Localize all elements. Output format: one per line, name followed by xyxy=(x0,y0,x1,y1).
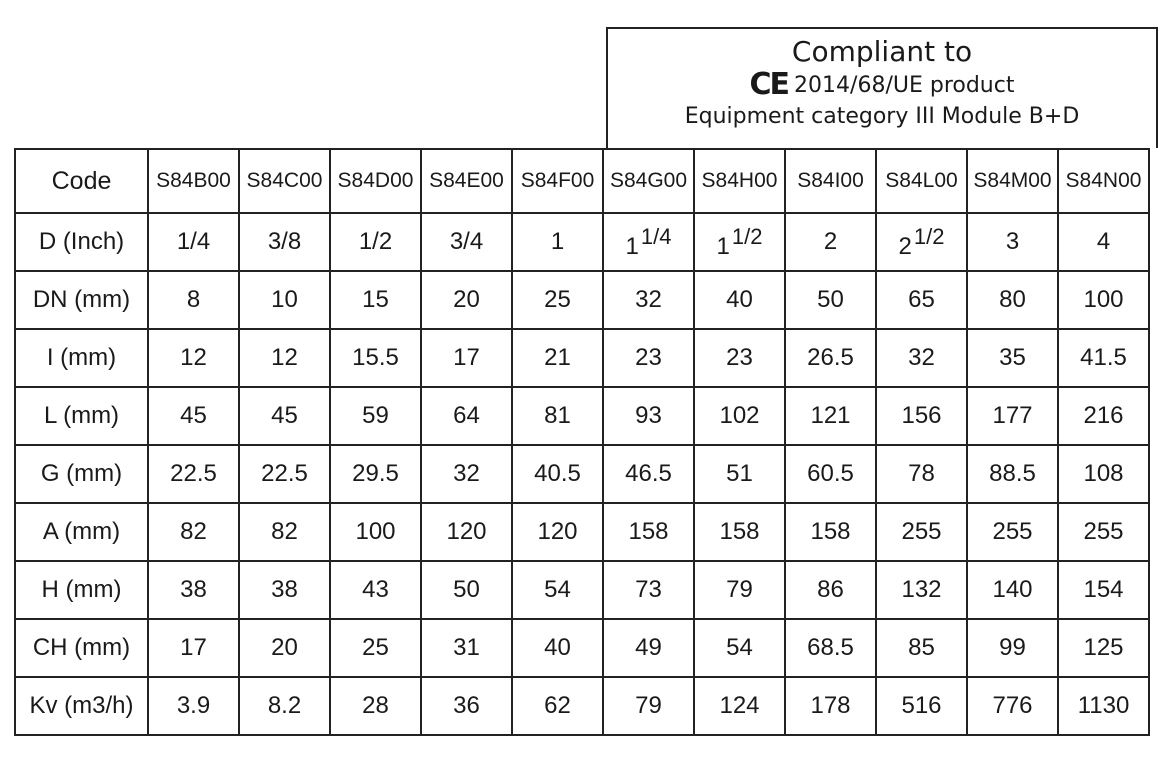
table-cell: 124 xyxy=(694,677,785,735)
table-cell: 82 xyxy=(148,503,239,561)
compliance-title: Compliant to xyxy=(791,35,973,68)
table-cell: 12 xyxy=(148,329,239,387)
table-cell: 80 xyxy=(967,271,1058,329)
table-cell: 120 xyxy=(421,503,512,561)
table-cell: 102 xyxy=(694,387,785,445)
table-cell: 59 xyxy=(330,387,421,445)
table-cell: 516 xyxy=(876,677,967,735)
table-cell: 79 xyxy=(694,561,785,619)
table-cell: S84H00 xyxy=(694,149,785,213)
directive-text: 2014/68/UE product xyxy=(794,73,1015,98)
table-cell: 50 xyxy=(421,561,512,619)
table-cell: 8 xyxy=(148,271,239,329)
cell-text: 2 xyxy=(823,228,838,255)
whole-part: 2 xyxy=(898,232,912,260)
equipment-category: Equipment category III Module B+D xyxy=(684,104,1080,129)
table-cell: 45 xyxy=(148,387,239,445)
table-cell: 51 xyxy=(694,445,785,503)
whole-part: 1 xyxy=(625,232,639,260)
table-cell: 64 xyxy=(421,387,512,445)
table-row xyxy=(15,213,1149,271)
row-label: D (Inch) xyxy=(15,213,148,271)
cell-text: 3/4 xyxy=(449,228,484,255)
table-cell: 46.5 xyxy=(603,445,694,503)
table-cell: 85 xyxy=(876,619,967,677)
table-cell: 62 xyxy=(512,677,603,735)
fraction-part: 1/4 xyxy=(640,223,672,249)
table-cell: 73 xyxy=(603,561,694,619)
table-cell: 15.5 xyxy=(330,329,421,387)
row-label: CH (mm) xyxy=(15,619,148,677)
table-cell: 32 xyxy=(421,445,512,503)
table-cell: 38 xyxy=(148,561,239,619)
table-cell: 15 xyxy=(330,271,421,329)
spec-table-body xyxy=(15,149,1149,735)
whole-part: 1 xyxy=(716,232,730,260)
table-cell: 68.5 xyxy=(785,619,876,677)
table-cell: 88.5 xyxy=(967,445,1058,503)
table-cell: 20 xyxy=(239,619,330,677)
table-cell: 255 xyxy=(876,503,967,561)
table-cell xyxy=(421,213,512,271)
table-cell: 99 xyxy=(967,619,1058,677)
table-cell: 40 xyxy=(694,271,785,329)
table-cell: 82 xyxy=(239,503,330,561)
table-cell: 31 xyxy=(421,619,512,677)
table-row xyxy=(15,561,1149,619)
table-cell: 26.5 xyxy=(785,329,876,387)
table-cell: 1130 xyxy=(1058,677,1149,735)
table-row xyxy=(15,149,1149,213)
row-label: A (mm) xyxy=(15,503,148,561)
table-cell: S84B00 xyxy=(148,149,239,213)
table-cell: 86 xyxy=(785,561,876,619)
table-cell: 45 xyxy=(239,387,330,445)
table-cell: 140 xyxy=(967,561,1058,619)
table-cell: 158 xyxy=(785,503,876,561)
table-cell: 25 xyxy=(330,619,421,677)
table-cell xyxy=(876,213,967,271)
table-cell: 32 xyxy=(603,271,694,329)
table-cell: S84M00 xyxy=(967,149,1058,213)
table-cell: S84E00 xyxy=(421,149,512,213)
compliance-directive xyxy=(608,67,1156,102)
table-cell: 38 xyxy=(239,561,330,619)
table-cell: 54 xyxy=(512,561,603,619)
table-cell: 23 xyxy=(603,329,694,387)
row-label: L (mm) xyxy=(15,387,148,445)
row-label: DN (mm) xyxy=(15,271,148,329)
table-cell xyxy=(1058,213,1149,271)
table-cell xyxy=(512,213,603,271)
table-cell: 65 xyxy=(876,271,967,329)
table-cell: 216 xyxy=(1058,387,1149,445)
spec-table xyxy=(14,148,1150,736)
table-cell: 255 xyxy=(967,503,1058,561)
cell-text: 1/4 xyxy=(176,228,211,255)
table-cell: 54 xyxy=(694,619,785,677)
table-cell: 156 xyxy=(876,387,967,445)
table-cell: 158 xyxy=(603,503,694,561)
table-cell: S84L00 xyxy=(876,149,967,213)
table-row xyxy=(15,329,1149,387)
table-cell xyxy=(148,213,239,271)
table-cell: 28 xyxy=(330,677,421,735)
ce-mark-icon: CE xyxy=(749,67,789,102)
table-cell: 12 xyxy=(239,329,330,387)
cell-text: 1/2 xyxy=(358,228,393,255)
table-cell: 49 xyxy=(603,619,694,677)
table-cell: 776 xyxy=(967,677,1058,735)
fraction-part: 1/2 xyxy=(913,223,945,249)
table-cell: 120 xyxy=(512,503,603,561)
compliance-box xyxy=(606,27,1158,148)
table-cell: 36 xyxy=(421,677,512,735)
table-cell: 3.9 xyxy=(148,677,239,735)
table-cell: 79 xyxy=(603,677,694,735)
table-row xyxy=(15,503,1149,561)
table-cell: 17 xyxy=(148,619,239,677)
table-cell: S84F00 xyxy=(512,149,603,213)
table-cell: 93 xyxy=(603,387,694,445)
table-cell: 20 xyxy=(421,271,512,329)
table-cell: 60.5 xyxy=(785,445,876,503)
table-cell xyxy=(239,213,330,271)
table-cell xyxy=(330,213,421,271)
table-cell: S84C00 xyxy=(239,149,330,213)
row-label: Code xyxy=(15,149,148,213)
table-cell: 40.5 xyxy=(512,445,603,503)
table-row xyxy=(15,445,1149,503)
table-cell: 121 xyxy=(785,387,876,445)
table-cell: 177 xyxy=(967,387,1058,445)
table-cell: 178 xyxy=(785,677,876,735)
table-cell: 8.2 xyxy=(239,677,330,735)
cell-text: 1 xyxy=(550,228,565,255)
table-cell: 41.5 xyxy=(1058,329,1149,387)
table-cell xyxy=(603,213,694,271)
table-cell: 100 xyxy=(1058,271,1149,329)
table-cell: 17 xyxy=(421,329,512,387)
table-cell xyxy=(694,213,785,271)
table-cell: 35 xyxy=(967,329,1058,387)
table-cell: 32 xyxy=(876,329,967,387)
table-cell: 50 xyxy=(785,271,876,329)
table-cell: 100 xyxy=(330,503,421,561)
table-cell: S84N00 xyxy=(1058,149,1149,213)
cell-text: 4 xyxy=(1096,228,1111,255)
table-row xyxy=(15,387,1149,445)
table-cell: 21 xyxy=(512,329,603,387)
table-cell: 10 xyxy=(239,271,330,329)
table-cell: 43 xyxy=(330,561,421,619)
table-cell: S84G00 xyxy=(603,149,694,213)
table-cell: 125 xyxy=(1058,619,1149,677)
table-cell: 23 xyxy=(694,329,785,387)
table-cell: 158 xyxy=(694,503,785,561)
table-row xyxy=(15,677,1149,735)
cell-text: 3/8 xyxy=(267,228,302,255)
table-cell: 132 xyxy=(876,561,967,619)
table-cell: 154 xyxy=(1058,561,1149,619)
table-cell: 81 xyxy=(512,387,603,445)
row-label: G (mm) xyxy=(15,445,148,503)
row-label: H (mm) xyxy=(15,561,148,619)
table-cell: 40 xyxy=(512,619,603,677)
table-cell: 29.5 xyxy=(330,445,421,503)
table-cell: 22.5 xyxy=(239,445,330,503)
fraction-part: 1/2 xyxy=(731,223,763,249)
table-cell: 25 xyxy=(512,271,603,329)
table-cell: 108 xyxy=(1058,445,1149,503)
table-cell: 78 xyxy=(876,445,967,503)
cell-text: 3 xyxy=(1005,228,1020,255)
table-row xyxy=(15,619,1149,677)
table-cell: 255 xyxy=(1058,503,1149,561)
row-label: Kv (m3/h) xyxy=(15,677,148,735)
table-cell xyxy=(785,213,876,271)
row-label: I (mm) xyxy=(15,329,148,387)
table-row xyxy=(15,271,1149,329)
table-cell: S84D00 xyxy=(330,149,421,213)
table-cell: 22.5 xyxy=(148,445,239,503)
table-cell: S84I00 xyxy=(785,149,876,213)
table-cell xyxy=(967,213,1058,271)
